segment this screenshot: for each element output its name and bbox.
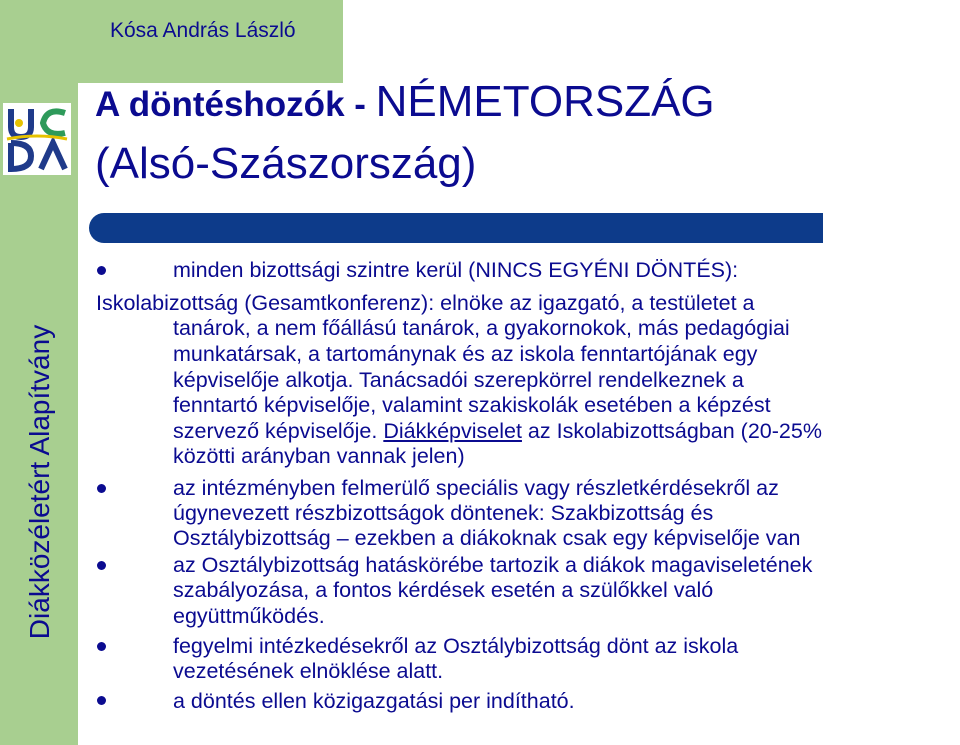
paragraph-line: Iskolabizottság (Gesamtkonferenz): elnöke az igazgató, a testületet a [96, 291, 755, 315]
list-item-line: az Osztálybizottság hatáskörébe tartozik a diákok magaviseletének [173, 553, 813, 577]
bullet-icon [97, 561, 106, 570]
list-item-line: vezetésének elnöklése alatt. [173, 659, 444, 683]
bullet-icon [97, 484, 106, 493]
paragraph-line: tanárok, a nem főállású tanárok, a gyakornokok, más pedagógiai [173, 316, 790, 340]
title-prefix: A döntéshozók - [95, 85, 376, 124]
paragraph-text: szervező képviselője. [173, 419, 384, 443]
list-item-line: szabályozása, a fontos kérdések esetén a szülőkkel való [173, 578, 714, 602]
sidebar-vertical-text: Diákközéletért Alapítvány [24, 324, 55, 640]
list-item-line: Osztálybizottság – ezekben a diákoknak csak egy képviselője van [173, 526, 801, 550]
list-item: a döntés ellen közigazgatási per indítható. [173, 689, 575, 713]
list-item-line: az intézményben felmerülő speciális vagy részletkérdésekről az [173, 476, 779, 500]
bullet-icon [97, 642, 106, 651]
title-region: (Alsó-Szászország) [95, 139, 477, 188]
page-title [95, 76, 945, 190]
list-item-line: fegyelmi intézkedésekről az Osztálybizottság dönt az iskola [173, 634, 739, 658]
paragraph-line: munkatársak, a tartománynak és az iskola fenntartójának egy [173, 342, 758, 366]
list-item-line: együttműködés. [173, 604, 325, 628]
list-item-line: úgynevezett részbizottságok döntenek: Szakbizottság és [173, 501, 714, 525]
list-item: minden bizottsági szintre kerül (NINCS EGYÉNI DÖNTÉS): [173, 258, 739, 282]
title-country: NÉMETORSZÁG [375, 77, 715, 126]
paragraph-line: képviselője alkotja. Tanácsadói szerepkörrel rendelkeznek a [173, 368, 744, 392]
udda-logo-icon [3, 103, 71, 175]
paragraph-line: fenntartó képviselője, valamint szakiskolák esetében a képzést [173, 393, 771, 417]
paragraph-line: közötti arányban vannak jelen) [173, 444, 465, 468]
bullet-icon [97, 266, 106, 275]
title-divider-bar [89, 213, 823, 243]
student-representation-term: Diákképviselet [383, 419, 522, 443]
paragraph-text: az Iskolabizottságban (20-25% [521, 419, 822, 443]
bullet-icon [97, 696, 106, 705]
paragraph-line [173, 419, 822, 445]
author-name: Kósa András László [110, 19, 296, 42]
